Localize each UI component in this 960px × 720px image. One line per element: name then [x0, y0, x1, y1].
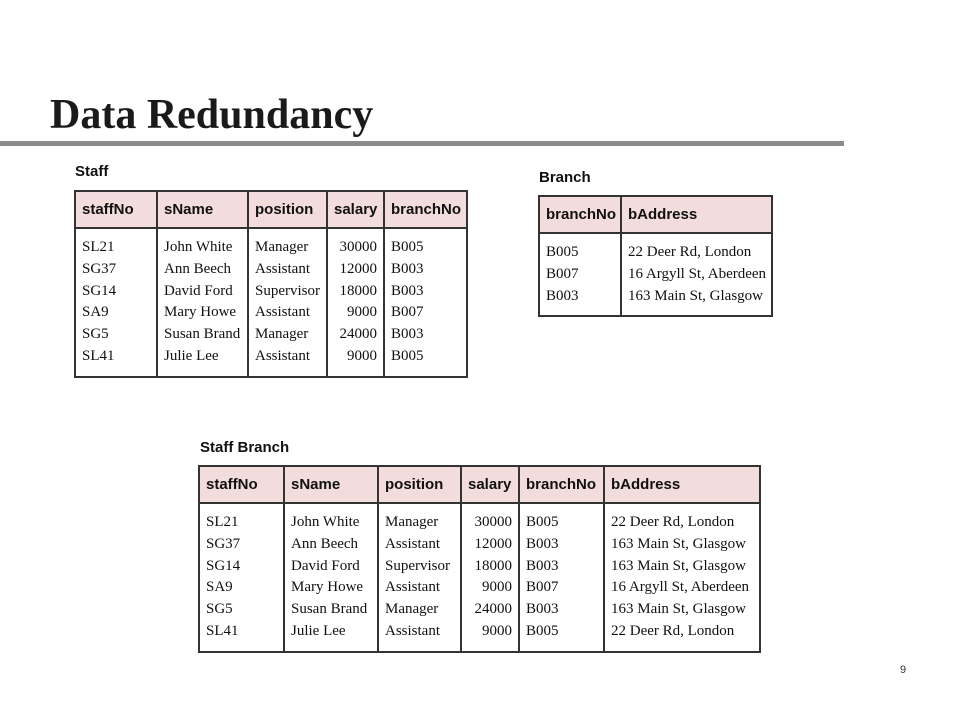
slide-title: Data Redundancy: [50, 92, 374, 138]
staff-table-caption: Staff: [75, 163, 109, 180]
table-cell: Manager: [255, 239, 309, 255]
staff-col-sname: [157, 228, 248, 377]
table-cell: David Ford: [291, 557, 360, 574]
table-cell: Ann Beech: [164, 260, 232, 277]
staff-header-branchno: branchNo: [384, 191, 467, 228]
title-divider: [0, 141, 844, 146]
staff-branch-body: [199, 503, 760, 652]
table-cell: Assistant: [255, 347, 311, 364]
staff-branch-header-branchno: branchNo: [519, 466, 604, 503]
table-cell: 163 Main St, Glasgow: [611, 601, 746, 618]
staff-header-sname: sName: [157, 191, 248, 228]
staff-branch-header-position: position: [378, 466, 461, 503]
table-cell: B003: [391, 282, 424, 299]
table-cell: B005: [546, 244, 579, 260]
table-cell: 9000: [347, 304, 377, 321]
table-cell: 12000: [474, 535, 512, 552]
staff-col-salary: [327, 228, 384, 377]
staff-header-position: position: [248, 191, 327, 228]
branch-table-caption: Branch: [539, 169, 591, 186]
table-cell: B003: [391, 260, 424, 277]
staff-branch-header-baddress: bAddress: [604, 466, 760, 503]
table-cell: 22 Deer Rd, London: [611, 514, 735, 530]
table-cell: 163 Main St, Glasgow: [611, 557, 746, 574]
table-cell: SG14: [206, 557, 241, 574]
staff-table: [74, 190, 468, 378]
staff-header-row: [75, 191, 467, 228]
table-cell: B007: [546, 265, 579, 282]
table-cell: 22 Deer Rd, London: [628, 244, 752, 260]
table-cell: 30000: [474, 514, 512, 530]
table-cell: 24000: [339, 326, 377, 343]
table-cell: SG37: [206, 535, 241, 552]
table-cell: B003: [526, 535, 559, 552]
table-cell: Julie Lee: [291, 622, 346, 639]
staff-col-position: [248, 228, 327, 377]
table-cell: Ann Beech: [291, 535, 359, 552]
table-cell: SG5: [206, 601, 233, 618]
table-cell: SL21: [206, 514, 239, 530]
table-cell: B003: [546, 287, 579, 304]
staff-branch-col-position: [378, 503, 461, 652]
table-cell: Assistant: [385, 535, 441, 552]
staff-branch-header-sname: sName: [284, 466, 378, 503]
branch-header-branchno: branchNo: [539, 196, 621, 233]
staff-branch-col-sname: [284, 503, 378, 652]
staff-branch-col-branchno: [519, 503, 604, 652]
table-cell: Susan Brand: [291, 601, 368, 618]
table-cell: 18000: [474, 557, 512, 574]
table-cell: Supervisor: [255, 282, 320, 299]
table-cell: SG5: [82, 326, 109, 343]
table-cell: 9000: [482, 579, 512, 596]
table-cell: 163 Main St, Glasgow: [628, 287, 763, 304]
table-cell: 9000: [482, 622, 512, 639]
branch-table: [538, 195, 773, 317]
branch-header-baddress: bAddress: [621, 196, 772, 233]
table-cell: 24000: [474, 601, 512, 618]
staff-branch-header-row: [199, 466, 760, 503]
table-cell: David Ford: [164, 282, 233, 299]
table-cell: SL41: [206, 622, 239, 639]
branch-body: [539, 233, 772, 316]
table-cell: B005: [391, 347, 424, 364]
table-cell: SG37: [82, 260, 117, 277]
table-cell: Susan Brand: [164, 326, 241, 343]
table-cell: 30000: [339, 239, 377, 255]
table-cell: B007: [526, 579, 559, 596]
table-cell: B003: [391, 326, 424, 343]
page-number: 9: [900, 664, 907, 676]
table-cell: SG14: [82, 282, 117, 299]
table-cell: 16 Argyll St, Aberdeen: [611, 579, 750, 596]
table-cell: 9000: [347, 347, 377, 364]
table-cell: Manager: [385, 514, 439, 530]
table-cell: 18000: [339, 282, 377, 299]
table-cell: 163 Main St, Glasgow: [611, 535, 746, 552]
table-cell: Manager: [385, 601, 439, 618]
staff-branch-header-staffno: staffNo: [199, 466, 284, 503]
table-cell: Assistant: [385, 622, 441, 639]
table-cell: John White: [291, 514, 360, 530]
staff-branch-col-baddress: [604, 503, 760, 652]
table-cell: B005: [526, 622, 559, 639]
branch-col-branchno: [539, 233, 621, 316]
table-cell: John White: [164, 239, 233, 255]
staff-branch-table: [198, 465, 761, 653]
staff-header-salary: salary: [327, 191, 384, 228]
table-cell: Supervisor: [385, 557, 450, 574]
table-cell: B005: [526, 514, 559, 530]
table-cell: Manager: [255, 326, 309, 343]
table-cell: SA9: [206, 579, 233, 596]
staff-branch-col-salary: [461, 503, 519, 652]
table-cell: Mary Howe: [291, 579, 364, 596]
staff-branch-col-staffno: [199, 503, 284, 652]
table-cell: Assistant: [385, 579, 441, 596]
branch-col-baddress: [621, 233, 772, 316]
staff-branch-table-caption: Staff Branch: [200, 439, 290, 456]
table-cell: 12000: [339, 260, 377, 277]
table-cell: B007: [391, 304, 424, 321]
table-cell: Assistant: [255, 304, 311, 321]
table-cell: Mary Howe: [164, 304, 237, 321]
table-cell: 22 Deer Rd, London: [611, 622, 735, 639]
table-cell: Julie Lee: [164, 347, 219, 364]
table-cell: SA9: [82, 304, 109, 321]
table-cell: B003: [526, 601, 559, 618]
staff-header-staffno: staffNo: [75, 191, 157, 228]
branch-header-row: [539, 196, 772, 233]
table-cell: SL41: [82, 347, 115, 364]
staff-col-branchno: [384, 228, 467, 377]
table-cell: Assistant: [255, 260, 311, 277]
staff-col-staffno: [75, 228, 157, 377]
table-cell: 16 Argyll St, Aberdeen: [628, 265, 767, 282]
table-cell: B005: [391, 239, 424, 255]
staff-branch-header-salary: salary: [461, 466, 519, 503]
staff-body: [75, 228, 467, 377]
table-cell: B003: [526, 557, 559, 574]
table-cell: SL21: [82, 239, 115, 255]
